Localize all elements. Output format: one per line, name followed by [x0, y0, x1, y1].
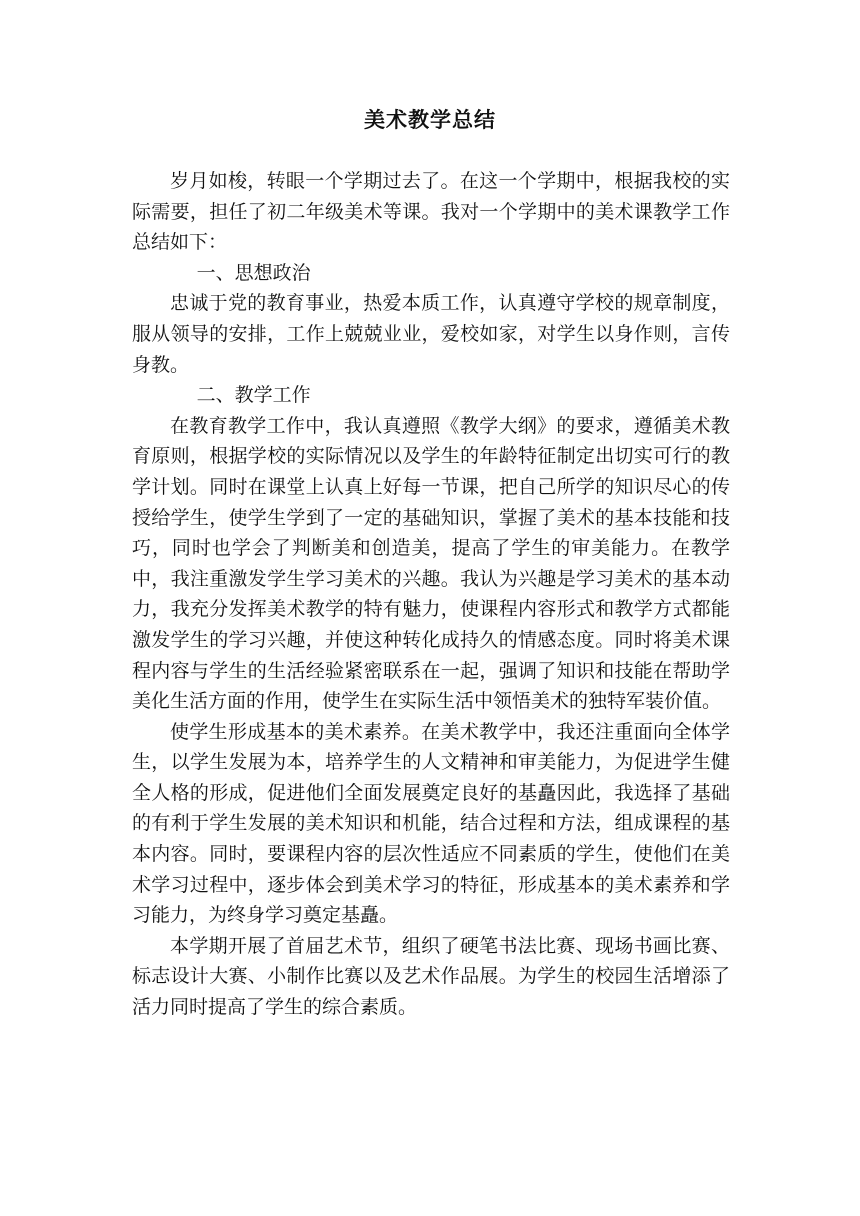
- section-heading-ideology: 一、思想政治: [196, 261, 311, 284]
- section-heading-teaching: 二、教学工作: [196, 384, 311, 407]
- document-title: 美术教学总结: [364, 107, 496, 132]
- teaching-paragraph: 在教育教学工作中，我认真遵照《教学大纲》的要求，遵循美术教育原则，根据学校的实际情况以及学生的年龄特征制定出切实可行的教学计划。同时在课堂上认真上好每一节课，把自己所学的知识尽心的传授给学生，使学生学到了一定的基础知识，掌握了美术的基本技能和技巧，同时也学会了判断美和创造美，提高了学生的审美能力。在教学中，我注重激发学生学习美术的兴趣。我认为兴趣是学习美术的基本动力，我充分发挥美术教学的特有魅力，使课程内容形式和教学方式都能激发学生的学习兴趣，并使这种转化成持久的情感态度。同时将美术课程内容与学生的生活经验紧密联系在一起，强调了知识和技能在帮助学美化生活方面的作用，使学生在实际生活中领悟美术的独特军装价值。: [132, 414, 730, 713]
- art-festival-paragraph: 本学期开展了首届艺术节，组织了硬笔书法比赛、现场书画比赛、标志设计大赛、小制作比赛以及艺术作品展。为学生的校园生活增添了活力同时提高了学生的综合素质。: [132, 934, 730, 1019]
- art-literacy-paragraph: 使学生形成基本的美术素养。在美术教学中，我还注重面向全体学生，以学生发展为本，培养学生的人文精神和审美能力，为促进学生健全人格的形成，促进他们全面发展奠定良好的基矗因此，我选择了基础的有利于学生发展的美术知识和机能，结合过程和方法，组成课程的基本内容。同时，要课程内容的层次性适应不同素质的学生，使他们在美术学习过程中，逐步体会到美术学习的特征，形成基本的美术素养和学习能力，为终身学习奠定基矗。: [132, 720, 730, 927]
- intro-paragraph: 岁月如梭，转眼一个学期过去了。在这一个学期中，根据我校的实际需要，担任了初二年级美术等课。我对一个学期中的美术课教学工作总结如下：: [132, 170, 730, 254]
- document-body: [132, 166, 730, 1023]
- ideology-paragraph: 忠诚于党的教育事业，热爱本质工作，认真遵守学校的规章制度，服从领导的安排，工作上兢兢业业，爱校如家，对学生以身作则，言传身教。: [132, 292, 730, 376]
